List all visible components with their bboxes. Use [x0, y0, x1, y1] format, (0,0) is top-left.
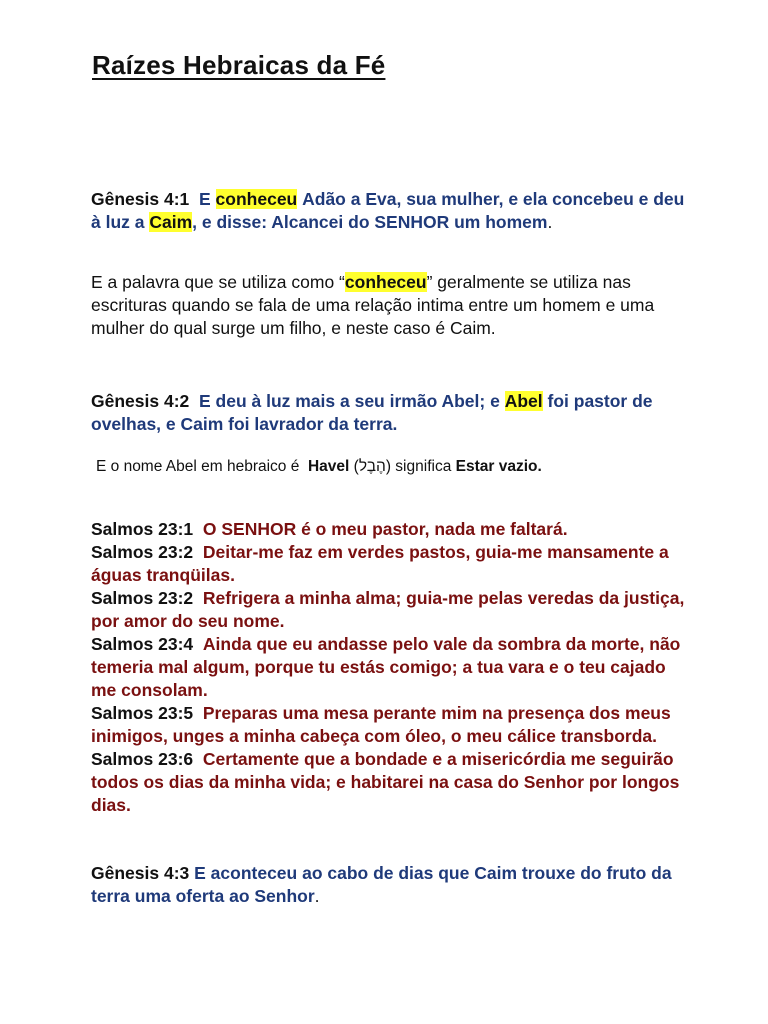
psalm-verse	[91, 518, 691, 541]
verse-text: Adão a Eva, sua mulher, e ela concebeu e deu à luz a	[91, 189, 685, 232]
verse-period: .	[314, 886, 320, 906]
highlighted-word-conheceu: conheceu	[344, 272, 427, 292]
verse-text: foi pastor de ovelhas, e Caim foi lavrador da terra.	[91, 391, 653, 434]
verse-reference: Salmos 23:6	[91, 749, 194, 769]
hebrew-name-transliteration: Havel	[307, 458, 350, 475]
abel-name-note	[96, 456, 696, 477]
psalm-23-list	[91, 518, 691, 817]
psalm-verse	[91, 541, 691, 587]
verse-reference: Salmos 23:1	[91, 519, 194, 539]
verse-text: Ainda que eu andasse pelo vale da sombra da morte, não temeria mal algum, porque tu estás comigo; a tua vara e o teu cajado me consolam.	[91, 634, 681, 700]
page-title: Raízes Hebraicas da Fé	[92, 50, 386, 80]
commentary-text: ” geralmente se utiliza nas escrituras quando se fala de uma relação intima entre um homem e uma mulher do qual surge um filho, e neste caso é Caim.	[91, 272, 655, 338]
verse-period: .	[547, 212, 553, 232]
verse-text: E deu à luz mais a seu irmão Abel; e	[198, 391, 500, 411]
highlighted-word-abel: Abel	[504, 391, 543, 411]
verse-reference: Salmos 23:2	[91, 542, 194, 562]
verse-genesis-4-3	[91, 862, 691, 908]
verse-text: Preparas uma mesa perante mim na presença dos meus inimigos, unges a minha cabeça com óleo, o meu cálice transborda.	[91, 703, 671, 746]
verse-text: Certamente que a bondade e a misericórdia me seguirão todos os dias da minha vida; e habitarei na casa do Senhor por longos dias.	[91, 749, 680, 815]
verse-text: Deitar-me faz em verdes pastos, guia-me mansamente a águas tranqüilas.	[91, 542, 669, 585]
commentary-text: E a palavra que se utiliza como “	[91, 272, 345, 292]
verse-text: , e disse: Alcancei do SENHOR um homem	[192, 212, 548, 232]
verse-reference: Gênesis 4:3	[91, 863, 190, 883]
verse-text: Refrigera a minha alma; guia-me pelas veredas da justiça, por amor do seu nome.	[91, 588, 685, 631]
name-meaning: Estar vazio.	[455, 458, 542, 475]
verse-reference: Salmos 23:2	[91, 588, 194, 608]
highlighted-word-conheceu: conheceu	[215, 189, 298, 209]
verse-reference: Gênesis 4:2	[91, 391, 190, 411]
verse-reference: Salmos 23:5	[91, 703, 194, 723]
highlighted-word-caim: Caim	[149, 212, 193, 232]
psalm-verse	[91, 748, 691, 817]
verse-reference: Salmos 23:4	[91, 634, 194, 654]
note-text: (הֶבֶל) significa	[353, 458, 452, 475]
verse-reference: Gênesis 4:1	[91, 189, 190, 209]
commentary-paragraph	[91, 271, 691, 340]
psalm-verse	[91, 587, 691, 633]
note-text: E o nome Abel em hebraico é	[96, 458, 300, 475]
verse-text: O SENHOR é o meu pastor, nada me faltará.	[202, 519, 568, 539]
verse-genesis-4-2	[91, 390, 691, 436]
verse-genesis-4-1	[91, 188, 691, 234]
psalm-verse	[91, 702, 691, 748]
verse-text: E aconteceu ao cabo de dias que Caim trouxe do fruto da terra uma oferta ao Senhor	[91, 863, 672, 906]
verse-text: E	[198, 189, 211, 209]
psalm-verse	[91, 633, 691, 702]
